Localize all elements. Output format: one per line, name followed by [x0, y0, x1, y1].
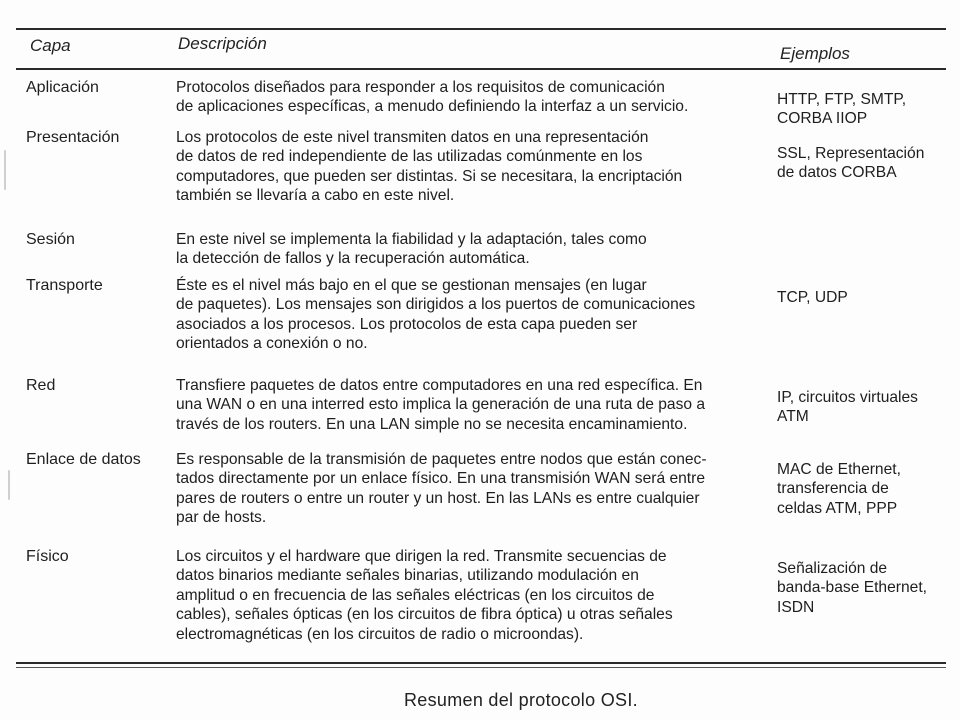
descripcion-line: de datos de red independiente de las utilizadas comúnmente en los — [176, 148, 643, 166]
descripcion-line: Los circuitos y el hardware que dirigen la red. Transmite secuencias de — [176, 548, 667, 565]
ejemplos-line: ISDN — [777, 598, 815, 616]
row-ejemplos — [777, 559, 957, 617]
row-descripcion — [176, 547, 766, 644]
descripcion-line: cables), señales ópticas (en los circuitos de fibra óptica) u otras señales — [176, 606, 673, 624]
ejemplos-line: MAC de Ethernet, — [777, 461, 901, 478]
row-descripcion — [176, 78, 766, 117]
row-descripcion — [176, 376, 766, 434]
table-top-rule — [16, 28, 946, 30]
table-bottom-rule — [16, 662, 946, 664]
descripcion-line: par de hosts. — [176, 509, 267, 527]
descripcion-line: Transfiere paquetes de datos entre computadores en una red específica. En — [176, 377, 703, 394]
ejemplos-line: TCP, UDP — [777, 289, 848, 306]
descripcion-line: asociados a los procesos. Los protocolos de esta capa pueden ser — [176, 315, 638, 333]
ejemplos-line: transferencia de — [777, 480, 889, 498]
descripcion-line: datos binarios mediante señales binarias, utilizando modulación en — [176, 567, 639, 585]
row-capa: Enlace de datos — [26, 451, 141, 468]
ejemplos-line: banda-base Ethernet, — [777, 579, 927, 597]
descripcion-line: orientados a conexión o no. — [176, 335, 368, 353]
row-ejemplos — [777, 460, 957, 518]
descripcion-line: Éste es el nivel más bajo en el que se gestionan mensajes (en lugar — [176, 277, 647, 294]
scan-mark — [4, 150, 6, 190]
descripcion-line: también se llevaría a cabo en este nivel. — [176, 187, 455, 205]
ejemplos-line: de datos CORBA — [777, 164, 897, 182]
row-capa: Físico — [26, 548, 69, 565]
ejemplos-line: IP, circuitos virtuales — [777, 389, 918, 406]
row-ejemplos — [777, 288, 957, 307]
row-descripcion — [176, 230, 766, 269]
descripcion-line: Protocolos diseñados para responder a los requisitos de comunicación — [176, 79, 665, 96]
ejemplos-line: Señalización de — [777, 560, 888, 577]
ejemplos-line: CORBA IIOP — [777, 110, 868, 128]
row-capa: Presentación — [26, 129, 120, 146]
descripcion-line: Es responsable de la transmisión de paquetes entre nodos que están conec- — [176, 451, 707, 468]
row-descripcion — [176, 276, 766, 354]
descripcion-line: pares de routers o entre un router y un host. En las LANs es entre cualquier — [176, 489, 700, 507]
ejemplos-line: SSL, Representación — [777, 145, 925, 162]
descripcion-line: amplitud o en frecuencia de las señales eléctricas (en los circuitos de — [176, 586, 655, 604]
descripcion-line: una WAN o en una interred esto implica la generación de una ruta de paso a — [176, 396, 706, 414]
row-descripcion — [176, 450, 766, 528]
descripcion-line: Los protocolos de este nivel transmiten datos en una representación — [176, 129, 649, 146]
row-capa: Red — [26, 377, 56, 394]
header-ejemplos: Ejemplos — [780, 44, 850, 63]
row-descripcion — [176, 128, 766, 206]
ejemplos-line: ATM — [777, 408, 809, 426]
descripcion-line: través de los routers. En una LAN simple no se necesita encaminamiento. — [176, 415, 688, 433]
header-capa: Capa — [30, 36, 71, 55]
table-bottom-rule-thin — [16, 667, 946, 668]
ejemplos-line: HTTP, FTP, SMTP, — [777, 91, 907, 108]
descripcion-line: la detección de fallos y la recuperación automática. — [176, 250, 530, 268]
ejemplos-line: celdas ATM, PPP — [777, 499, 898, 517]
row-capa: Transporte — [26, 277, 103, 294]
descripcion-line: tados directamente por un enlace físico. En una transmisión WAN será entre — [176, 470, 706, 488]
header-descripcion: Descripción — [178, 34, 267, 53]
table-caption: Resumen del protocolo OSI. — [404, 690, 638, 710]
row-capa: Sesión — [26, 231, 75, 248]
scan-mark — [8, 470, 10, 500]
descripcion-line: computadores, que pueden ser distintas. Si se necesitara, la encriptación — [176, 167, 683, 185]
table-header-rule — [16, 68, 946, 70]
descripcion-line: de paquetes). Los mensajes son dirigidos a los puertos de comunicaciones — [176, 296, 696, 314]
descripcion-line: En este nivel se implementa la fiabilidad y la adaptación, tales como — [176, 231, 647, 248]
row-ejemplos — [777, 388, 957, 427]
descripcion-line: electromagnéticas (en los circuitos de radio o microondas). — [176, 625, 584, 643]
row-ejemplos — [777, 144, 957, 183]
descripcion-line: de aplicaciones específicas, a menudo definiendo la interfaz a un servicio. — [176, 98, 689, 116]
row-ejemplos — [777, 90, 957, 129]
row-capa: Aplicación — [26, 79, 99, 96]
